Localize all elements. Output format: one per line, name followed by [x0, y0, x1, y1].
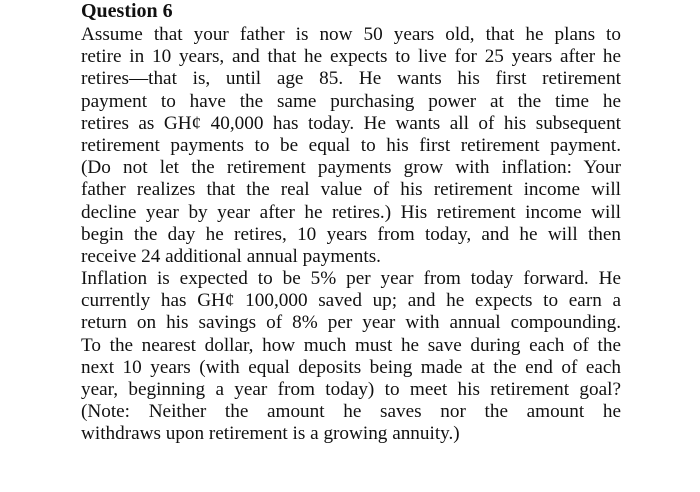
paragraph-line: currently has GH¢ 100,000 saved up; and he expects to earn a	[81, 290, 621, 312]
paragraph-line: father realizes that the real value of his retirement income will	[81, 179, 621, 201]
paragraph-line: retires as GH¢ 40,000 has today. He wants all of his subsequent	[81, 112, 621, 134]
paragraph-line: year, beginning a year from today) to meet his retirement goal?	[81, 379, 621, 400]
paragraph-line: receive 24 additional annual payments.	[81, 245, 381, 267]
paragraph-line: retirement payments to be equal to his first retirement payment.	[81, 134, 621, 156]
paragraph-2	[81, 268, 621, 446]
paragraph-line: decline year by year after he retires.) His retirement income will	[81, 201, 621, 223]
paragraph-line: To the nearest dollar, how much must he save during each of the	[81, 334, 621, 356]
paragraph-line: (Do not let the retirement payments grow with inflation: Your	[81, 157, 621, 179]
paragraph-line: return on his savings of 8% per year with annual compounding.	[81, 312, 621, 334]
question-title: Question 6	[81, 0, 173, 22]
paragraph-line: begin the day he retires, 10 years from today, and he will then	[81, 223, 621, 245]
paragraph-line: withdraws upon retirement is a growing annuity.)	[81, 423, 460, 445]
paragraph-line: retires—that is, until age 85. He wants his first retirement	[81, 68, 621, 90]
question-document	[81, 0, 621, 446]
paragraph-line: Inflation is expected to be 5% per year from today forward. He	[81, 268, 621, 290]
paragraph-line: Assume that your father is now 50 years old, that he plans to	[81, 24, 621, 45]
paragraph-line: payment to have the same purchasing power at the time he	[81, 90, 621, 112]
paragraph-line: (Note: Neither the amount he saves nor the amount he	[81, 401, 621, 423]
paragraph-line: retire in 10 years, and that he expects to live for 25 years after he	[81, 46, 621, 68]
paragraph-1	[81, 24, 621, 268]
paragraph-line: next 10 years (with equal deposits being made at the end of each	[81, 356, 621, 378]
